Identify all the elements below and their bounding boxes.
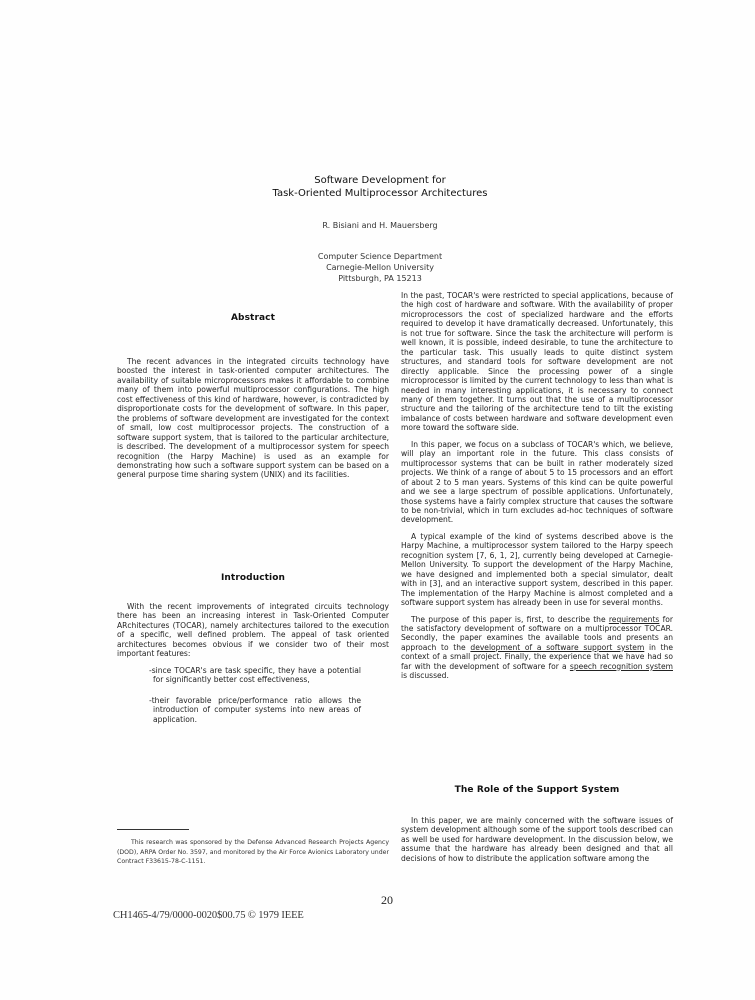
introduction-paragraph: With the recent improvements of integrated circuits technology there has been an increasing interest in Task-Oriented Computer ARchitectures (TOCAR), namely architectures tailored to the execution of a specific, well defined problem. The appeal of task oriented architectures becomes obvious if we consider two of their most important features: xyxy=(117,602,389,659)
feature-item: -since TOCAR's are task specific, they have a potential for significantly better cost effectiveness, xyxy=(149,665,361,685)
paper-title xyxy=(200,174,560,200)
affiliation-university: Carnegie-Mellon University xyxy=(326,263,434,272)
footnote-rule xyxy=(117,829,189,830)
feature-list xyxy=(117,666,389,724)
abstract-heading: Abstract xyxy=(230,313,276,323)
introduction-body xyxy=(117,602,389,735)
title-line-1: Software Development for xyxy=(314,175,446,186)
support-system-heading: The Role of the Support System xyxy=(454,785,620,795)
paragraph: In the past, TOCAR's were restricted to special applications, because of the high cost of hardware and software. With the availability of proper microprocessors the cost of specialized hardware and the efforts required to develop it have dramatically decreased. Unfortunately, this is not true for software. Since the task the architecture will perform is well known, it is possible, indeed desirable, to tune the architecture to the particular task. This usually leads to quite distinct system structures, and standard tools for software development are not directly applicable. Since the processing power of a single microprocessor is limited by the current technology to less than what is needed in many interesting applications, it is necessary to connect many of them together. It turns out that the use of a multiprocessor structure and the tailoring of the architecture tend to tilt the existing imbalance of costs between hardware and software development even more toward the software side. xyxy=(401,291,673,433)
introduction-heading: Introduction xyxy=(220,573,286,583)
page-number: 20 xyxy=(381,893,393,907)
paragraph: A typical example of the kind of systems described above is the Harpy Machine, a multiprocessor system tailored to the Harpy speech recognition system [7, 6, 1, 2], currently being developed at Carnegie-Mellon University. To support the development of the Harpy Machine, we have designed and implemented both a special simulator, dealt with in [3], and an interactive support system, described in this paper. The implementation of the Harpy Machine is almost completed and a software support system has already been in use for several months. xyxy=(401,531,673,608)
authors: R. Bisiani and H. Mauersberg xyxy=(322,221,438,230)
underlined-speech-recognition: speech recognition system xyxy=(569,661,673,671)
affiliation-dept: Computer Science Department xyxy=(317,252,443,261)
paragraph: In this paper, we focus on a subclass of TOCAR's which, we believe, will play an important role in the future. This class consists of multiprocessor systems that can be built in rather moderately sized projects. We think of a range of about 5 to 15 processors and an effort of about 2 to 5 man years. Systems of this kind can be quite powerful and we see a large spectrum of possible applications. Unfortunately, those systems have a fairly complex structure that causes the software to be non-trivial, which in turn excludes ad-hoc techniques of software development. xyxy=(401,439,673,525)
purpose-paragraph: The purpose of this paper is, first, to describe the requirements for the satisfactory development of software on a multiprocessor TOCAR. Secondly, the paper examines the available tools and presents an approach to the development of a software support system in the context of a small project. Finally, the experience that we have had so far with the development of software for a speech recognition system is discussed. xyxy=(401,614,673,681)
copyright-line: CH1465-4/79/0000-0020$00.75 © 1979 IEEE xyxy=(113,910,304,921)
underlined-support-system: development of a software support system xyxy=(470,642,645,652)
feature-item: -their favorable price/performance ratio allows the introduction of computer systems into new areas of application. xyxy=(149,695,361,724)
underlined-requirements: requirements xyxy=(608,614,660,624)
abstract-text: The recent advances in the integrated circuits technology have boosted the interest in task-oriented computer architectures. The availability of suitable microprocessors makes it affordable to combine many of them into powerful multiprocessor configurations. The high cost effectiveness of this kind of hardware, however, is contradicted by disproportionate costs for the development of software. In this paper, the problems of software development are investigated for the context of small, low cost multiprocessor projects. The construction of a software support system, that is tailored to the particular architecture, is described. The development of a multiprocessor system for speech recognition (the Harpy Machine) is used as an example for demonstrating how such a software support system can be based on a general purpose time sharing system (UNIX) and its facilities. xyxy=(117,357,389,480)
support-system-paragraph: In this paper, we are mainly concerned with the software issues of system development although some of the support tools described can as well be used for hardware development. In the discussion below, we assume that the hardware has already been designed and that all decisions of how to distribute the application software among the xyxy=(401,816,673,863)
abstract-body xyxy=(117,357,389,487)
title-line-2: Task-Oriented Multiprocessor Architectures xyxy=(272,188,488,199)
footnote xyxy=(117,838,389,867)
right-column-body xyxy=(401,291,673,688)
affiliation-city: Pittsburgh, PA 15213 xyxy=(338,274,422,283)
affiliation xyxy=(200,251,560,284)
support-system-body xyxy=(401,816,673,870)
footnote-text: This research was sponsored by the Defense Advanced Research Projects Agency (DOD), ARPA Order No. 3597, and monitored by the Air Force Avionics Laboratory under Contract F33615-78-C-1151. xyxy=(117,839,389,865)
